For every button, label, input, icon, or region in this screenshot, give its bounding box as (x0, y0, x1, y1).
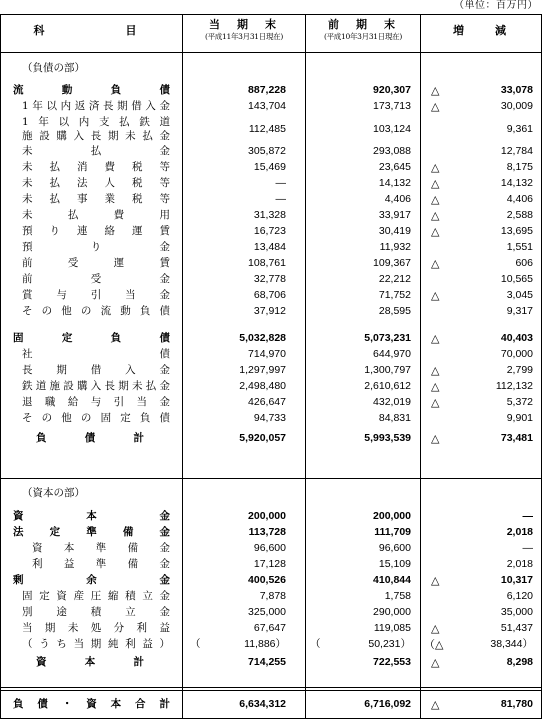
current-value: 108,761 (248, 257, 286, 269)
cap-row (0, 541, 542, 556)
row-label (22, 304, 170, 319)
liab-row (0, 144, 542, 159)
decrease-mark: △ (431, 380, 440, 393)
label-text: 社 債 (22, 348, 170, 360)
decrease-mark: △ (431, 432, 440, 445)
change-value: — (522, 510, 533, 522)
row-label (22, 272, 170, 287)
current-value: — (275, 193, 286, 205)
change-value: 1,551 (506, 241, 533, 253)
cap-row (0, 621, 542, 636)
decrease-mark: △ (431, 257, 440, 270)
decrease-mark: △ (431, 698, 440, 711)
label-text: 資 本 計 (36, 656, 144, 668)
label-text: 当 期 未 処 分 利 益 (22, 622, 170, 634)
label-text: 鉄 道 施 設 購 入 長 期 未 払 金 (22, 380, 170, 392)
current-value: 5,032,828 (239, 332, 286, 344)
current-value: 714,255 (248, 656, 286, 668)
row-label (22, 347, 170, 362)
change-value: 2,018 (506, 558, 533, 570)
row-label (22, 240, 170, 255)
decrease-mark: △ (431, 161, 440, 174)
change-value: 2,018 (506, 526, 533, 538)
change-value: 8,298 (506, 656, 533, 668)
decrease-mark: △ (431, 574, 440, 587)
header-current: 当 期 末 (平成11年3月31日現在) (204, 18, 283, 41)
change-value: 8,175 (506, 161, 533, 173)
prior-value: 920,307 (373, 84, 411, 96)
prior-value: 33,917 (378, 209, 411, 221)
prior-value: 2,610,612 (364, 380, 411, 392)
liab-row (0, 395, 542, 410)
prior-value: 1,758 (384, 590, 411, 602)
row-label (22, 144, 170, 159)
row-label (22, 411, 170, 426)
liab-row (0, 208, 542, 223)
prior-value: 109,367 (373, 257, 411, 269)
row-label (13, 573, 170, 588)
change-value: 33,078 (500, 84, 533, 96)
label-text: 未 払 事 業 税 等 (22, 193, 170, 205)
cap-row (0, 655, 542, 670)
liab-row (0, 288, 542, 303)
cap-row (0, 605, 542, 620)
paren-open: （ (310, 638, 321, 650)
row-label (22, 256, 170, 271)
change-value: 14,132 (500, 177, 533, 189)
change-value: 3,045 (506, 289, 533, 301)
prior-value: 50,231） (368, 638, 411, 650)
prior-value: 11,932 (379, 241, 411, 253)
row-label (22, 224, 170, 239)
change-value: 10,565 (500, 273, 533, 285)
prior-value: 22,212 (378, 273, 411, 285)
section-liabilities (0, 61, 542, 76)
current-value: 13,484 (253, 241, 286, 253)
change-value: 4,406 (506, 193, 533, 205)
current-value: 94,733 (253, 412, 286, 424)
label-text: 固 定 資 産 圧 縮 積 立 金 (22, 590, 170, 602)
liab-row (0, 347, 542, 362)
cap-row (0, 557, 542, 572)
prior-value: 410,844 (373, 574, 411, 586)
prior-value: 290,000 (373, 606, 411, 618)
label-text: 負 債 計 (36, 432, 144, 444)
header-change: 増 減 (453, 24, 509, 37)
change-value: 12,784 (500, 145, 533, 157)
prior-value: 84,831 (378, 412, 411, 424)
current-value: 887,228 (248, 84, 286, 96)
grand-total-row (0, 697, 542, 712)
cap-row (0, 573, 542, 588)
row-label (22, 115, 170, 143)
paren-open: （ (190, 638, 201, 650)
prior-value: 14,132 (378, 177, 411, 189)
current-value: 305,872 (248, 145, 286, 157)
current-value: 32,778 (253, 273, 286, 285)
balance-sheet-table (0, 14, 542, 719)
liab-row (0, 411, 542, 426)
liab-row (0, 192, 542, 207)
decrease-mark: △ (431, 396, 440, 409)
row-label (22, 379, 170, 394)
label-text: そ の 他 の 流 動 負 債 (22, 305, 170, 317)
current-value: 714,970 (248, 348, 286, 360)
change-value: 9,317 (506, 305, 533, 317)
row-label (22, 363, 170, 378)
current-value: 400,526 (248, 574, 286, 586)
decrease-mark: △ (431, 364, 440, 377)
section-label: （資本の部） (22, 487, 85, 499)
row-label (22, 288, 170, 303)
prior-value: 96,600 (378, 542, 411, 554)
label-text: 1 年 以 内 返 済 長 期 借 入 金 (22, 100, 170, 112)
row-label (22, 99, 170, 114)
prior-value: 6,716,092 (364, 698, 411, 710)
change-value: 2,799 (506, 364, 533, 376)
prior-value: 200,000 (373, 510, 411, 522)
liab-row (0, 304, 542, 319)
prior-value: 4,406 (384, 193, 411, 205)
row-label (13, 525, 170, 540)
cap-row (0, 589, 542, 604)
change-value: 606 (515, 257, 533, 269)
liab-row (0, 256, 542, 271)
prior-value: 30,419 (378, 225, 411, 237)
current-value: 5,920,057 (239, 432, 286, 444)
liab-row (0, 379, 542, 394)
prior-value: 15,109 (378, 558, 411, 570)
row-label (22, 395, 170, 410)
row-label (22, 621, 170, 636)
change-value: 13,695 (500, 225, 533, 237)
row-label (32, 557, 170, 572)
label-text: そ の 他 の 固 定 負 債 (22, 412, 170, 424)
change-value: 81,780 (500, 698, 533, 710)
row-label (36, 655, 144, 670)
current-value: 1,297,997 (239, 364, 286, 376)
header-item: 科 目 (33, 24, 149, 37)
decrease-mark: △ (431, 177, 440, 190)
label-text: 前 受 運 賃 (22, 257, 170, 269)
header-prior: 前 期 末 (平成10年3月31日現在) (323, 18, 402, 41)
label-text: 剰 余 金 (13, 574, 170, 586)
row-label (13, 697, 170, 712)
label-text: 未 払 消 費 税 等 (22, 161, 170, 173)
current-value: 31,328 (253, 209, 286, 221)
decrease-mark: △ (431, 656, 440, 669)
liab-row (0, 240, 542, 255)
prior-value: 23,645 (378, 161, 411, 173)
label-text: 固 定 負 債 (13, 332, 170, 344)
decrease-mark: △ (431, 209, 440, 222)
label-text: 施 設 購 入 長 期 未 払 金 (22, 130, 170, 142)
liab-row (0, 272, 542, 287)
change-value: 35,000 (500, 606, 533, 618)
current-value: 96,600 (253, 542, 286, 554)
current-value: 6,634,312 (239, 698, 286, 710)
change-value: 30,009 (500, 100, 533, 112)
cap-row (0, 525, 542, 540)
liab-row (0, 224, 542, 239)
change-value: — (522, 542, 533, 554)
current-value: 325,000 (248, 606, 286, 618)
decrease-mark: △ (431, 100, 440, 113)
row-label (22, 589, 170, 604)
section-capital (0, 486, 542, 501)
decrease-mark: （△ (424, 638, 444, 651)
change-value: 38,344） (490, 638, 533, 650)
label-text: 退 職 給 与 引 当 金 (22, 396, 170, 408)
decrease-mark: △ (431, 332, 440, 345)
row-label (22, 637, 170, 652)
current-value: 11,886） (244, 638, 286, 650)
label-text: 前 受 金 (22, 273, 170, 285)
current-value: 67,647 (253, 622, 286, 634)
row-label (22, 605, 170, 620)
prior-value: 644,970 (373, 348, 411, 360)
label-text: 未 払 費 用 (22, 209, 170, 221)
change-value: 10,317 (500, 574, 533, 586)
label-text: 資 本 金 (13, 510, 170, 522)
label-text: 資 本 準 備 金 (32, 542, 170, 554)
change-value: 9,901 (506, 412, 533, 424)
label-text: （ う ち 当 期 純 利 益 ） (22, 638, 170, 650)
current-value: 15,469 (253, 161, 286, 173)
decrease-mark: △ (431, 84, 440, 97)
current-value: 200,000 (248, 510, 286, 522)
label-text: 賞 与 引 当 金 (22, 289, 170, 301)
label-text: 1 年 以 内 支 払 鉄 道 (22, 116, 170, 128)
decrease-mark: △ (431, 289, 440, 302)
row-label (13, 509, 170, 524)
unit-label: （単位：百万円） (454, 0, 538, 11)
label-text: 預 り 金 (22, 241, 170, 253)
current-value: 17,128 (253, 558, 286, 570)
liab-row (0, 431, 542, 446)
current-value: 113,728 (248, 526, 286, 538)
prior-value: 722,553 (373, 656, 411, 668)
current-value: 68,706 (253, 289, 286, 301)
prior-value: 119,085 (373, 622, 411, 634)
current-value: 37,912 (253, 305, 286, 317)
liab-row (0, 83, 542, 98)
label-text: 別 途 積 立 金 (22, 606, 170, 618)
row-label (36, 431, 144, 446)
label-text: 未 払 金 (22, 145, 170, 157)
change-value: 73,481 (500, 432, 533, 444)
label-text: 長 期 借 入 金 (22, 364, 170, 376)
liab-row (0, 99, 542, 114)
prior-value: 28,595 (378, 305, 411, 317)
cap-row (0, 509, 542, 524)
change-value: 5,372 (506, 396, 533, 408)
label-text: 流 動 負 債 (13, 84, 170, 96)
label-text: 負 債 ・ 資 本 合 計 (13, 698, 170, 710)
prior-value: 1,300,797 (364, 364, 411, 376)
row-label (22, 192, 170, 207)
current-value: 112,485 (248, 123, 286, 135)
label-text: 預 り 連 絡 運 賃 (22, 225, 170, 237)
prior-value: 173,713 (373, 100, 411, 112)
prior-value: 432,019 (373, 396, 411, 408)
row-label (22, 208, 170, 223)
prior-value: 103,124 (373, 123, 411, 135)
label-text: 未 払 法 人 税 等 (22, 177, 170, 189)
prior-value: 5,993,539 (364, 432, 411, 444)
change-value: 6,120 (506, 590, 533, 602)
prior-value: 5,073,231 (364, 332, 411, 344)
change-value: 70,000 (500, 348, 533, 360)
row-label (22, 176, 170, 191)
change-value: 51,437 (500, 622, 533, 634)
change-value: 112,132 (495, 380, 533, 392)
decrease-mark: △ (431, 225, 440, 238)
decrease-mark: △ (431, 622, 440, 635)
current-value: 16,723 (253, 225, 286, 237)
liab-row (0, 176, 542, 191)
label-text: 法 定 準 備 金 (13, 526, 170, 538)
prior-value: 111,709 (374, 526, 411, 538)
section-label: （負債の部） (22, 62, 85, 74)
label-text: 利 益 準 備 金 (32, 558, 170, 570)
row-label (13, 83, 170, 98)
decrease-mark: △ (431, 193, 440, 206)
current-value: 2,498,480 (239, 380, 286, 392)
current-value: 143,704 (248, 100, 286, 112)
row-label (32, 541, 170, 556)
prior-value: 71,752 (378, 289, 411, 301)
liab-row (0, 331, 542, 346)
row-label (13, 331, 170, 346)
liab-row (0, 363, 542, 378)
liab-row (0, 115, 542, 143)
current-value: 426,647 (248, 396, 286, 408)
current-value: — (275, 177, 286, 189)
change-value: 2,588 (506, 209, 533, 221)
row-label (22, 160, 170, 175)
change-value: 40,403 (500, 332, 533, 344)
prior-value: 293,088 (373, 145, 411, 157)
current-value: 7,878 (259, 590, 286, 602)
change-value: 9,361 (506, 123, 533, 135)
cap-row (0, 637, 542, 652)
liab-row (0, 160, 542, 175)
